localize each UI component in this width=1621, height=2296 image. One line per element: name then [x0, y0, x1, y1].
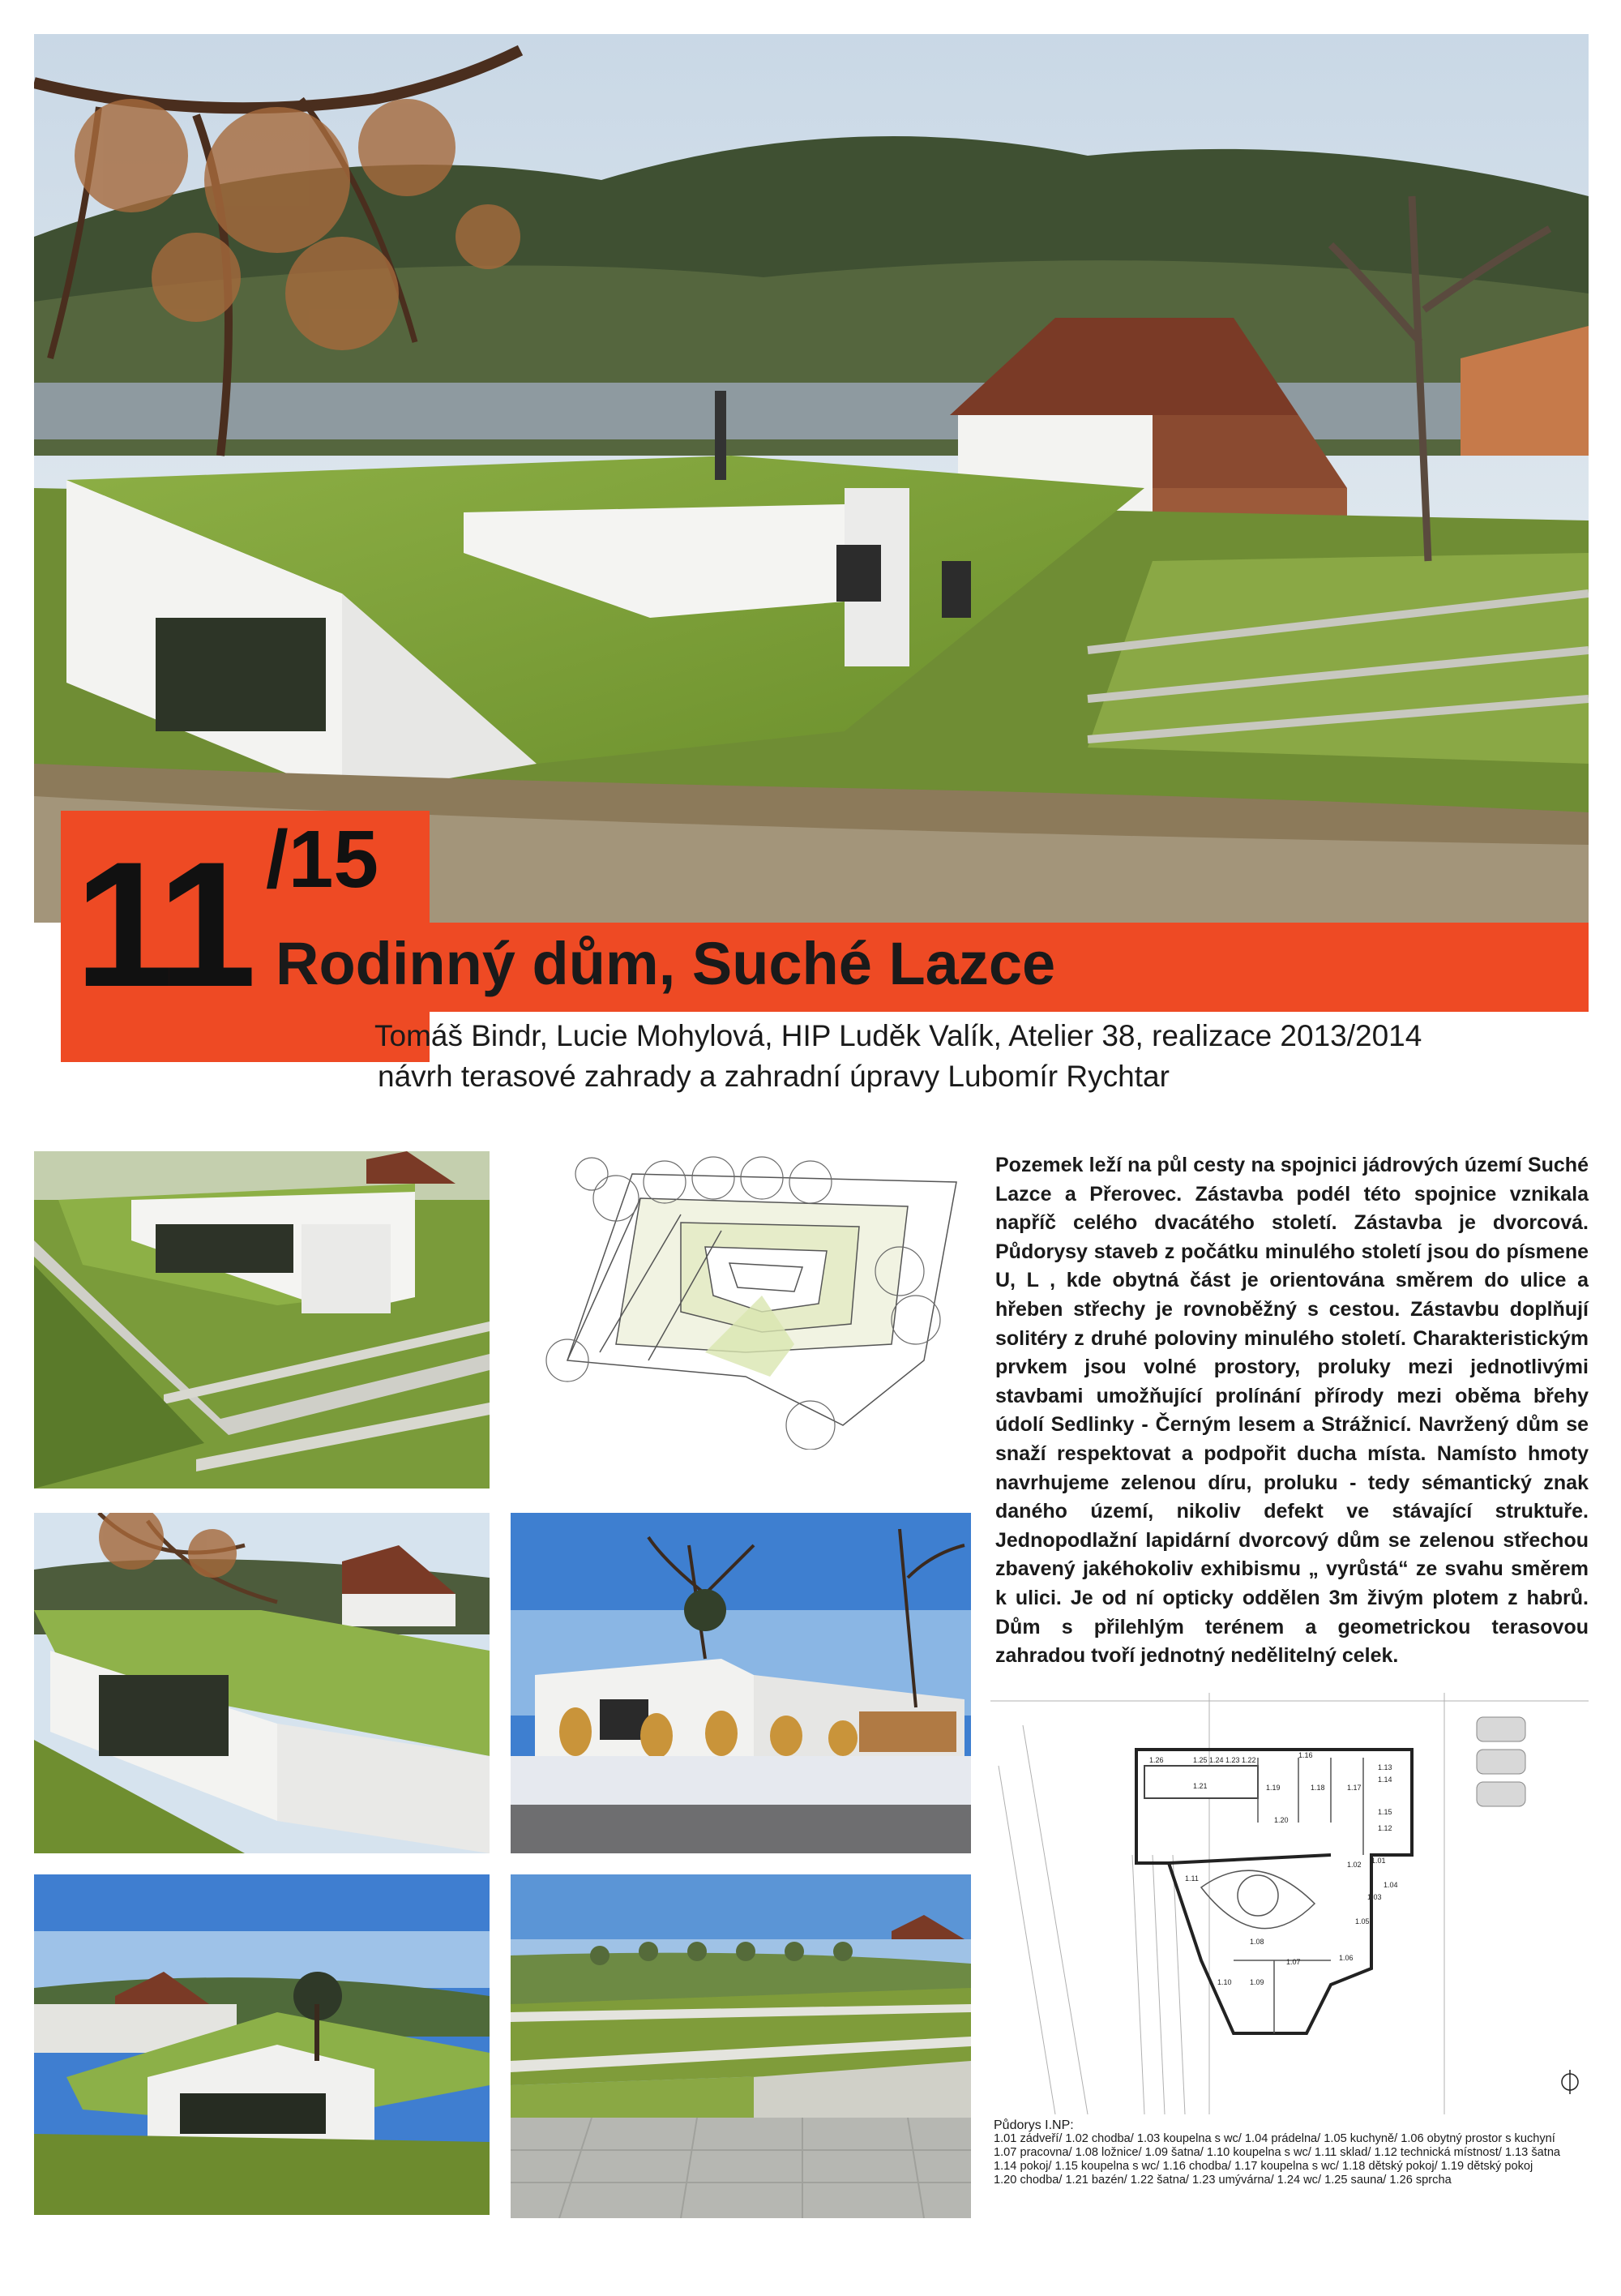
room-label: 1.13: [1378, 1763, 1392, 1771]
room-label: 1.02: [1347, 1861, 1362, 1869]
floor-plan-drawing: [990, 1693, 1589, 2114]
photo-street-facade: [511, 1513, 971, 1853]
room-label: 1.03: [1367, 1893, 1382, 1901]
issue-number: 11: [75, 825, 250, 1024]
room-label: 1.18: [1311, 1784, 1325, 1792]
floor-plan-legend: [994, 2118, 1593, 2187]
credits-line-authors: Tomáš Bindr, Lucie Mohylová, HIP Luděk Valík, Atelier 38, realizace 2013/2014: [374, 1019, 1422, 1052]
hero-photo: [34, 34, 1589, 923]
floor-plan-legend-line: 1.20 chodba/ 1.21 bazén/ 1.22 šatna/ 1.23 umývárna/ 1.24 wc/ 1.25 sauna/ 1.26 sprcha: [994, 2174, 1452, 2187]
room-label: 1.22: [1242, 1756, 1256, 1764]
photo-west-facade: [34, 1513, 490, 1853]
room-label: 1.25: [1193, 1756, 1208, 1764]
floor-plan-legend-line: 1.01 zádveří/ 1.02 chodba/ 1.03 koupelna s wc/ 1.04 prádelna/ 1.05 kuchyně/ 1.06 obytný prostor s kuchyní: [994, 2132, 1555, 2145]
page-title: Rodinný dům, Suché Lazce: [276, 930, 1056, 997]
room-label: 1.15: [1378, 1808, 1392, 1816]
photo-courtyard-aerial: [34, 1151, 490, 1489]
floor-plan-legend-title: Půdorys I.NP:: [994, 2118, 1074, 2132]
room-label: 1.16: [1298, 1751, 1313, 1759]
photo-green-roof-courtyard: [34, 1874, 490, 2215]
room-label: 1.14: [1378, 1776, 1392, 1784]
site-plan-drawing: [519, 1150, 971, 1450]
room-label: 1.06: [1339, 1954, 1354, 1962]
room-label: 1.08: [1250, 1938, 1264, 1946]
room-label: 1.17: [1347, 1784, 1362, 1792]
floor-plan-legend-line: 1.14 pokoj/ 1.15 koupelna s wc/ 1.16 chodba/ 1.17 koupelna s wc/ 1.18 dětský pokoj/ 1.19 dětský pokoj: [994, 2160, 1533, 2173]
room-label: 1.19: [1266, 1784, 1281, 1792]
room-label: 1.23: [1225, 1756, 1240, 1764]
room-label: 1.21: [1193, 1782, 1208, 1790]
room-label: 1.01: [1371, 1857, 1386, 1865]
room-label: 1.09: [1250, 1978, 1264, 1986]
room-label: 1.24: [1209, 1756, 1224, 1764]
credits-line-garden: návrh terasové zahrady a zahradní úpravy Lubomír Rychtar: [378, 1060, 1170, 1093]
photo-terrace-garden: [511, 1874, 971, 2218]
room-label: 1.10: [1217, 1978, 1232, 1986]
floor-plan-legend-line: 1.07 pracovna/ 1.08 ložnice/ 1.09 šatna/ 1.10 koupelna s wc/ 1.11 sklad/ 1.12 technická místnost/ 1.13 šatna: [994, 2146, 1561, 2159]
room-label: 1.11: [1185, 1874, 1199, 1883]
room-label: 1.12: [1378, 1824, 1392, 1832]
room-label: 1.07: [1286, 1958, 1301, 1966]
room-label: 1.05: [1355, 1917, 1370, 1925]
issue-number-suffix: /15: [266, 814, 379, 905]
project-description: Pozemek leží na půl cesty na spojnici jádrových území Suché Lazce a Přerovec. Zástavba podél této spojnice vznikala napříč celého dvacátého století. Zástavba je dvorcová. Půdorysy staveb z počátku minulého století jsou do písmene U, L , kde obytná část je orientována směrem do ulice a hřeben střechy je rovnoběžný s cestou. Zástavbu doplňují solitéry z druhé poloviny minulého století. Charakteristickým prvkem jsou volné prostory, proluky mezi jednotlivými stavbami umožňující prolínání přírody mezi oběma břehy údolí Sedlinky - Černým lesem a Strážnicí. Navržený dům se snaží respektovat a podpořit ducha místa. Namísto hmoty navrhujeme zelenou díru, proluku - tedy sémantický znak daného území, nikoliv defekt ve stávající struktuře. Jednopodlažní lapidární dvorcový dům se zelenou střechou zbavený jakéhokoliv exhibismu „ vyrůstá“ ze svahu směrem k ulici. Je od ní opticky oddělen 3m živým plotem z habrů. Dům s přilehlým terénem a geometrickou terasovou zahradou tvoří jednotný nedělitelný celek.: [995, 1154, 1589, 1668]
room-label: 1.04: [1384, 1881, 1398, 1889]
room-label: 1.26: [1149, 1756, 1164, 1764]
room-label: 1.20: [1274, 1816, 1289, 1824]
